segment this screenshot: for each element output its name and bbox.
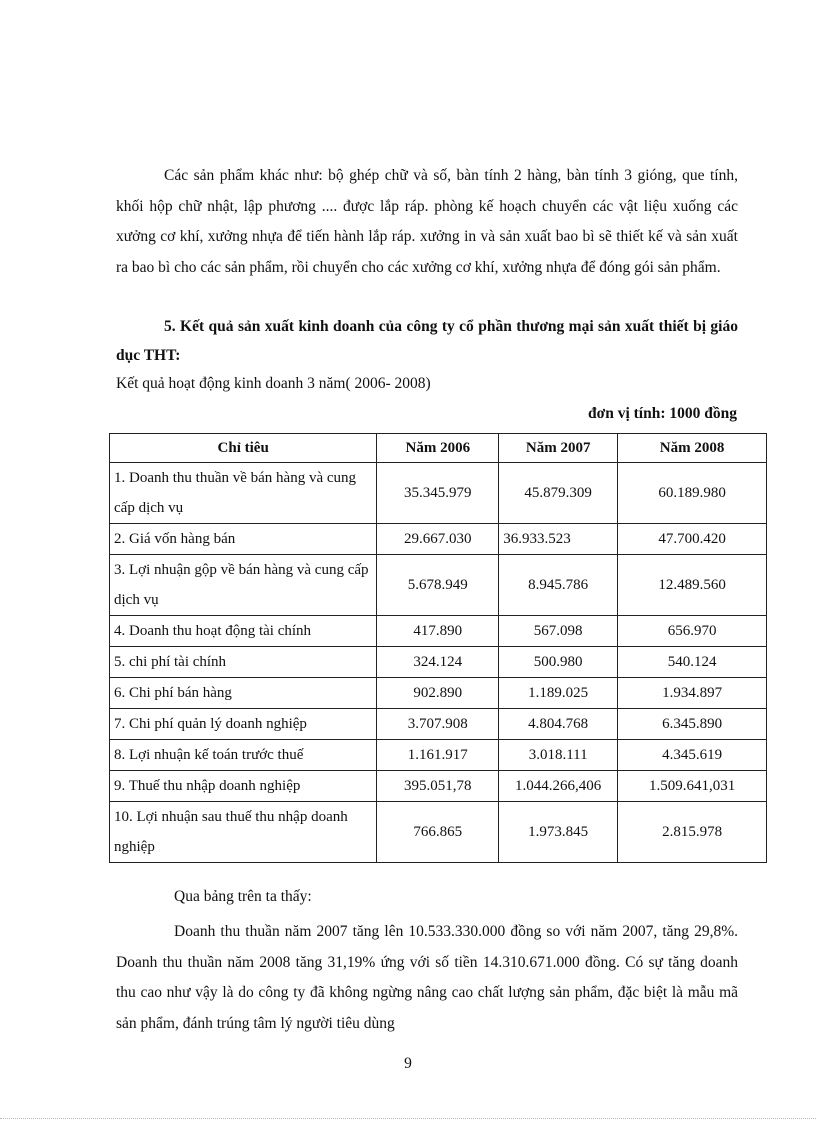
unit-note: đơn vị tính: 1000 đồng — [588, 405, 737, 422]
value-2008: 540.124 — [618, 647, 767, 678]
table-row — [110, 802, 767, 863]
row-label: 3. Lợi nhuận gộp về bán hàng và cung cấp dịch vụ — [110, 555, 377, 616]
value-2008: 6.345.890 — [618, 709, 767, 740]
value-2006: 1.161.917 — [377, 740, 499, 771]
table-caption: Kết quả hoạt động kinh doanh 3 năm( 2006- 2008) — [116, 375, 431, 392]
value-2008: 60.189.980 — [618, 463, 767, 524]
results-table — [109, 433, 767, 863]
value-2007: 500.980 — [499, 647, 618, 678]
value-2007: 1.044.266,406 — [499, 771, 618, 802]
value-2006: 902.890 — [377, 678, 499, 709]
value-2006: 417.890 — [377, 616, 499, 647]
section-heading-text: 5. Kết quả sản xuất kinh doanh của công ty cổ phần thương mại sản xuất thiết bị giáo dục THT: — [116, 318, 738, 364]
table-row — [110, 678, 767, 709]
value-2007: 1.973.845 — [499, 802, 618, 863]
value-2008: 12.489.560 — [618, 555, 767, 616]
page-bottom-rule — [0, 1118, 816, 1119]
table-row — [110, 524, 767, 555]
table-row — [110, 555, 767, 616]
row-label: 10. Lợi nhuận sau thuế thu nhập doanh nghiệp — [110, 802, 377, 863]
row-label: 6. Chi phí bán hàng — [110, 678, 377, 709]
value-2007: 45.879.309 — [499, 463, 618, 524]
table-header-row — [110, 434, 767, 463]
header-year-2006: Năm 2006 — [377, 434, 499, 463]
value-2007: 3.018.111 — [499, 740, 618, 771]
row-label: 7. Chi phí quản lý doanh nghiệp — [110, 709, 377, 740]
value-2006: 324.124 — [377, 647, 499, 678]
table-row — [110, 771, 767, 802]
value-2006: 35.345.979 — [377, 463, 499, 524]
table-row — [110, 463, 767, 524]
paragraph-products-text: Các sản phẩm khác như: bộ ghép chữ và số, bàn tính 2 hàng, bàn tính 3 gióng, que tính, khối hộp chữ nhật, lập phương .... được lắp ráp. phòng kế hoạch chuyển các vật liệu xuống các xưởng cơ khí, xưởng nhựa để tiến hành lắp ráp. xưởng in và sản xuất bao bì sẽ thiết kế và sản xuất ra bao bì cho các sản phẩm, rồi chuyển cho các xưởng cơ khí, xưởng nhựa để đóng gói sản phẩm. — [116, 167, 738, 276]
value-2007: 8.945.786 — [499, 555, 618, 616]
value-2008: 1.509.641,031 — [618, 771, 767, 802]
value-2006: 5.678.949 — [377, 555, 499, 616]
value-2007: 36.933.523 — [499, 524, 618, 555]
row-label: 8. Lợi nhuận kế toán trước thuế — [110, 740, 377, 771]
table-row — [110, 709, 767, 740]
table-row — [110, 616, 767, 647]
value-2008: 656.970 — [618, 616, 767, 647]
value-2006: 766.865 — [377, 802, 499, 863]
value-2008: 2.815.978 — [618, 802, 767, 863]
paragraph-intro: Qua bảng trên ta thấy: — [174, 888, 312, 905]
row-label: 2. Giá vốn hàng bán — [110, 524, 377, 555]
row-label: 4. Doanh thu hoạt động tài chính — [110, 616, 377, 647]
value-2006: 3.707.908 — [377, 709, 499, 740]
paragraph-analysis — [116, 917, 738, 1039]
header-year-2007: Năm 2007 — [499, 434, 618, 463]
row-label: 5. chi phí tài chính — [110, 647, 377, 678]
value-2006: 29.667.030 — [377, 524, 499, 555]
row-label: 1. Doanh thu thuần về bán hàng và cung cấp dịch vụ — [110, 463, 377, 524]
table-row — [110, 647, 767, 678]
paragraph-analysis-text: Doanh thu thuần năm 2007 tăng lên 10.533.330.000 đồng so với năm 2007, tăng 29,8%. Doanh thu thuần năm 2008 tăng 31,19% ứng với số tiền 14.310.671.000 đồng. Có sự tăng doanh thu cao như vậy là do công ty đã không ngừng nâng cao chất lượng sản phẩm, đặc biệt là mẫu mã sản phẩm, đánh trúng tâm lý người tiêu dùng — [116, 923, 738, 1032]
header-year-2008: Năm 2008 — [618, 434, 767, 463]
value-2006: 395.051,78 — [377, 771, 499, 802]
section-heading — [116, 312, 738, 370]
table-row — [110, 740, 767, 771]
value-2007: 567.098 — [499, 616, 618, 647]
row-label: 9. Thuế thu nhập doanh nghiệp — [110, 771, 377, 802]
value-2007: 1.189.025 — [499, 678, 618, 709]
header-criteria: Chỉ tiêu — [110, 434, 377, 463]
value-2008: 4.345.619 — [618, 740, 767, 771]
paragraph-products — [116, 161, 738, 283]
value-2008: 47.700.420 — [618, 524, 767, 555]
value-2008: 1.934.897 — [618, 678, 767, 709]
page-number: 9 — [404, 1055, 412, 1072]
value-2007: 4.804.768 — [499, 709, 618, 740]
